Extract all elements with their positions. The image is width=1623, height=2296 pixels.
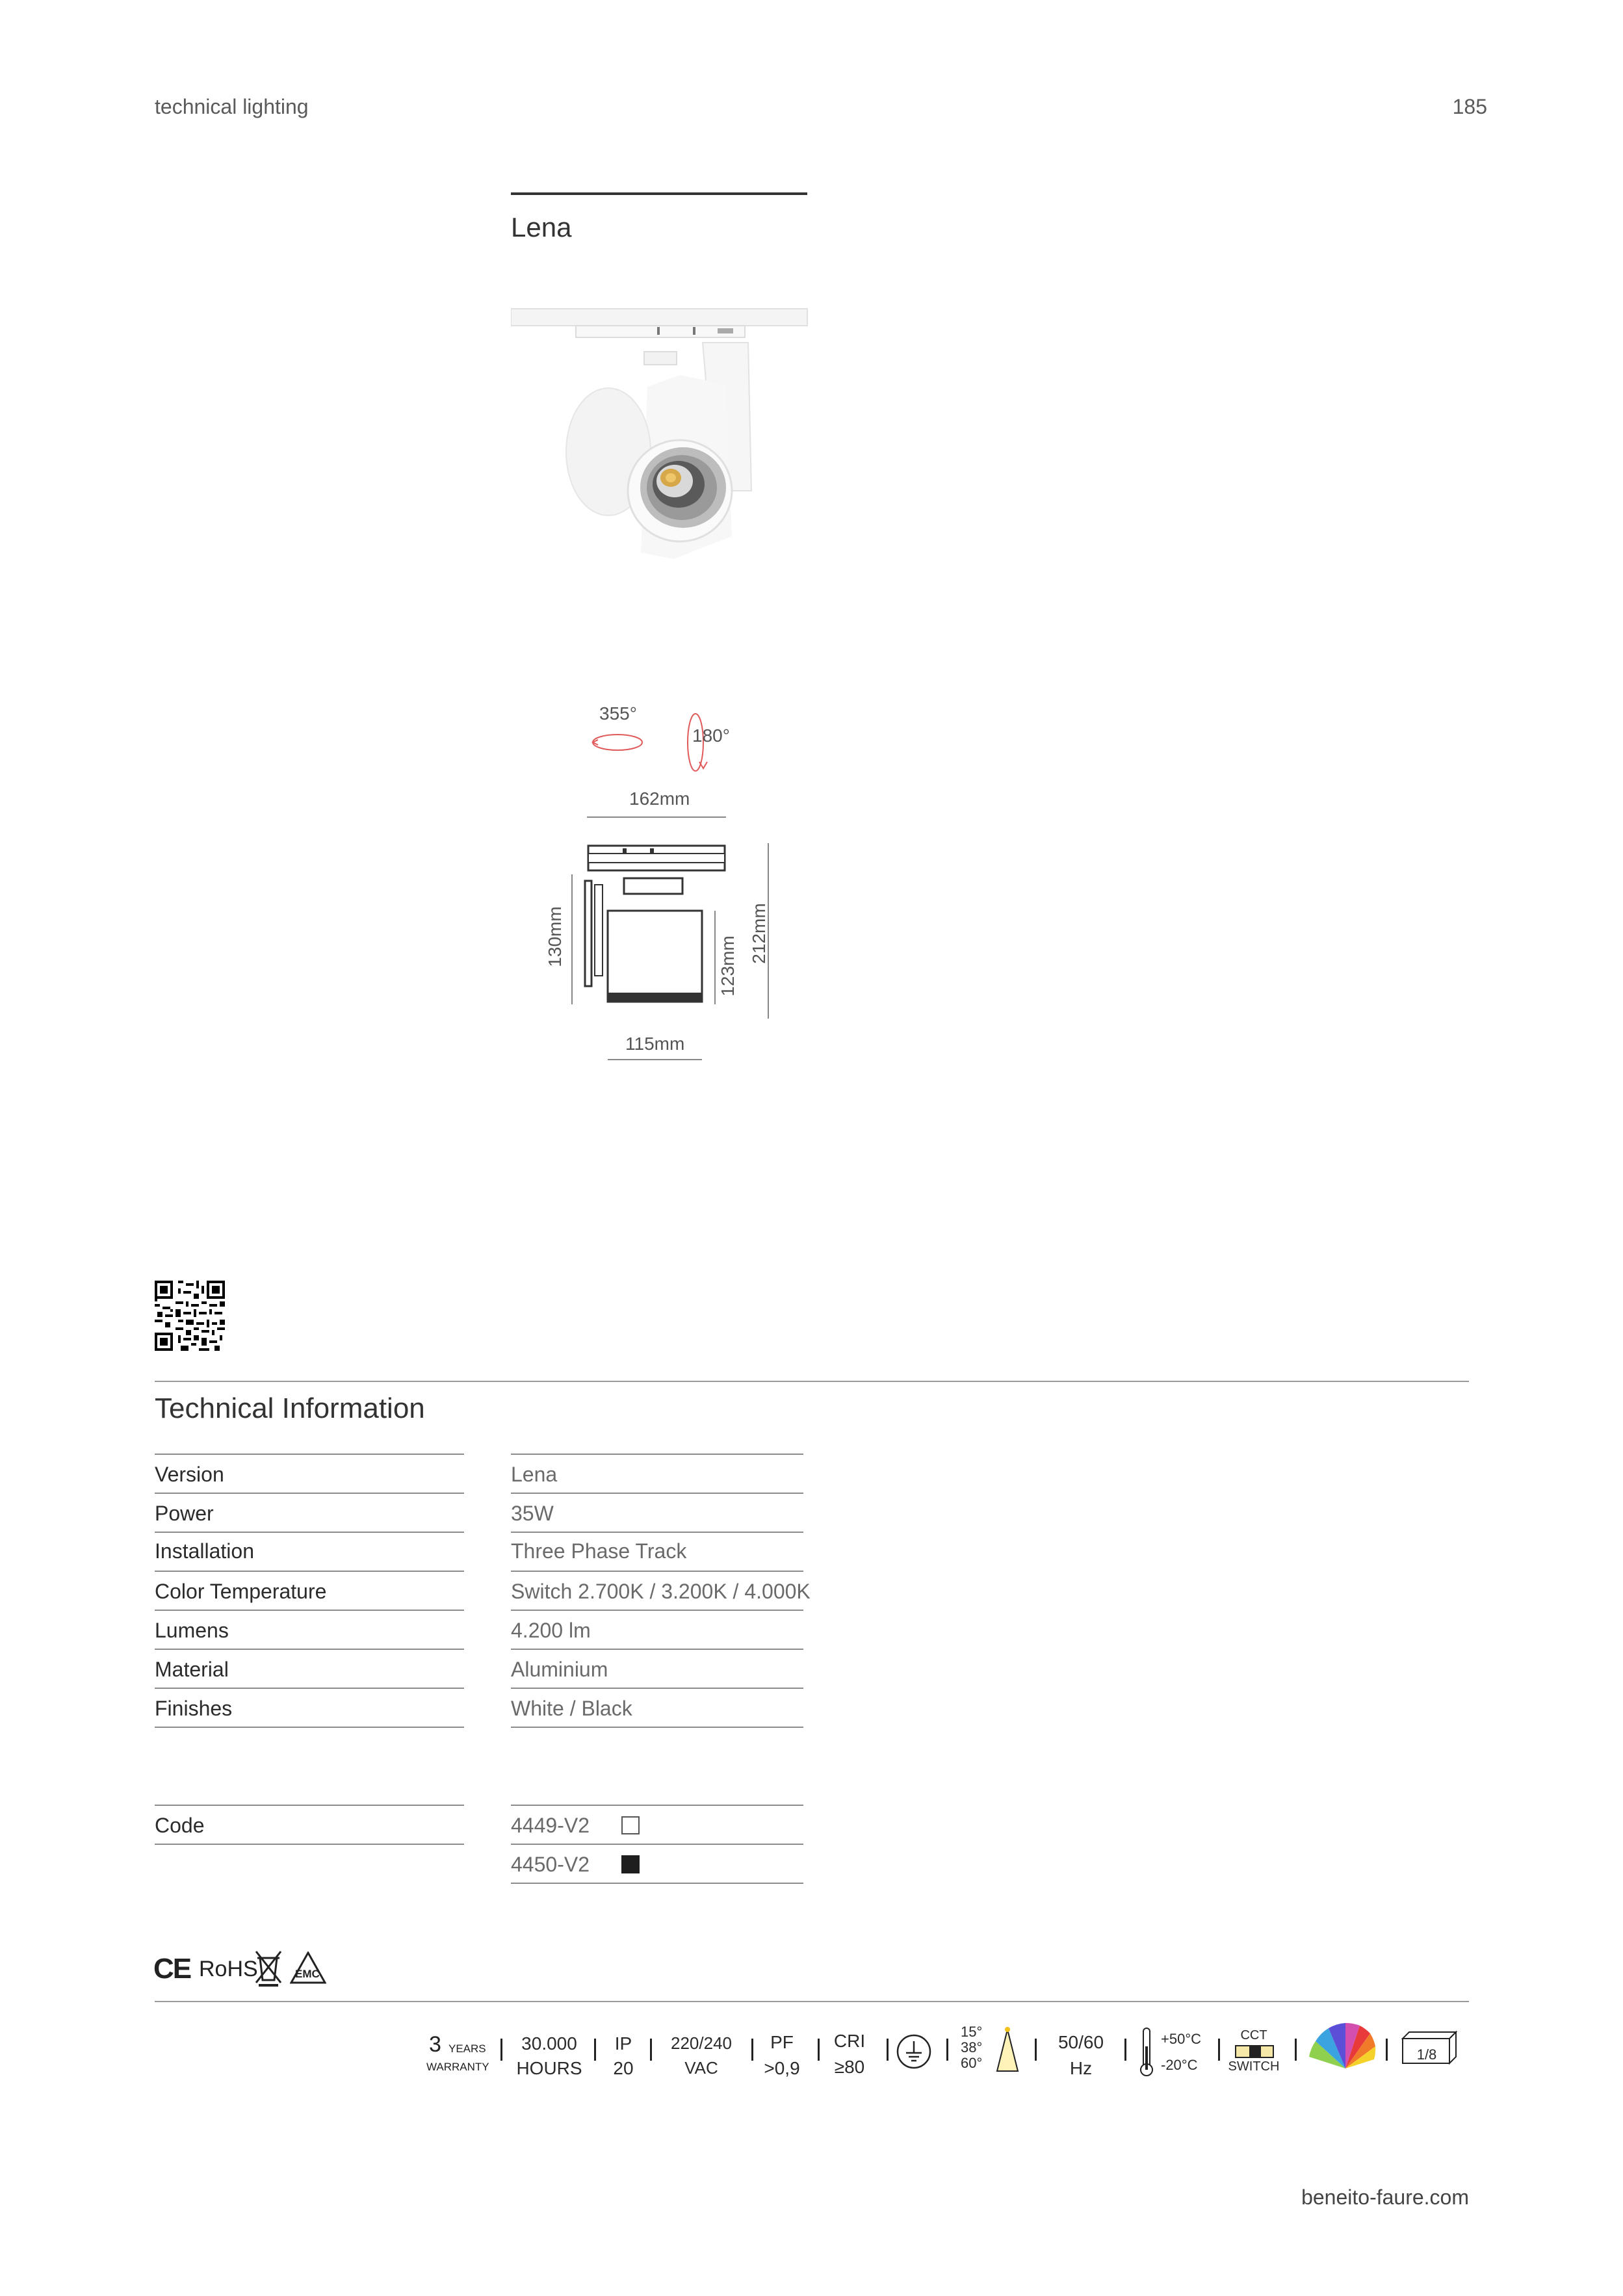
cri-label: CRI — [833, 2031, 866, 2051]
feature-separator — [887, 2039, 889, 2061]
dim-bottom-width: 115mm — [625, 1034, 685, 1054]
spec-value: Lena — [511, 1463, 558, 1486]
product-title: Lena — [511, 212, 572, 242]
table-rule — [155, 1844, 464, 1845]
cri-value: ≥80 — [834, 2057, 865, 2077]
feature-separator — [594, 2039, 596, 2061]
technical-information-title: Technical Information — [155, 1392, 425, 1424]
weee-icon — [253, 1949, 283, 1987]
cct-switch-icon — [1235, 2045, 1274, 2058]
feature-separator — [1386, 2039, 1388, 2061]
power-factor-label: PF — [770, 2032, 794, 2052]
frequency-label: Hz — [1069, 2058, 1093, 2078]
page-number: 185 — [1452, 95, 1487, 118]
code-label: Code — [155, 1814, 205, 1837]
spec-value: White / Black — [511, 1697, 632, 1720]
table-rule — [511, 1610, 803, 1611]
warranty-years: YEARS — [448, 2042, 486, 2055]
ce-mark: CE — [153, 1953, 191, 1985]
feature-separator — [1218, 2039, 1220, 2061]
ip-value: 20 — [613, 2058, 634, 2078]
table-rule — [511, 1649, 803, 1650]
spec-label: Installation — [155, 1539, 254, 1563]
rohs-mark: RoHS — [199, 1957, 258, 1981]
table-rule — [155, 1493, 464, 1494]
product-image — [511, 302, 810, 575]
table-rule — [155, 1688, 464, 1689]
feature-separator — [500, 2039, 502, 2061]
spec-value: Switch 2.700K / 3.200K / 4.000K — [511, 1580, 811, 1603]
table-rule — [511, 1688, 803, 1689]
feature-separator — [1035, 2039, 1037, 2061]
box-quantity: 1/8 — [1416, 2046, 1437, 2063]
temp-min: -20°C — [1161, 2057, 1198, 2073]
rotation-horizontal-label: 355° — [599, 703, 637, 724]
spec-label: Version — [155, 1463, 224, 1486]
product-code: 4449-V2 — [511, 1814, 590, 1837]
feature-separator — [1124, 2039, 1126, 2061]
spec-label: Power — [155, 1502, 214, 1525]
table-rule — [511, 1844, 803, 1845]
dim-top-width: 162mm — [629, 789, 690, 809]
table-rule — [155, 1571, 464, 1572]
table-rule — [511, 1571, 803, 1572]
spec-label: Finishes — [155, 1697, 233, 1720]
section-divider — [155, 1381, 1469, 1382]
website-link[interactable]: beneito-faure.com — [1301, 2185, 1469, 2209]
table-rule — [155, 1805, 464, 1806]
spec-value: Three Phase Track — [511, 1539, 687, 1563]
rotation-vertical-label: 180° — [692, 725, 730, 746]
table-rule — [511, 1454, 803, 1455]
table-rule — [511, 1805, 803, 1806]
product-code: 4450-V2 — [511, 1853, 590, 1876]
spec-label: Material — [155, 1658, 229, 1681]
table-rule — [511, 1883, 803, 1884]
beam-angle-icon — [993, 2026, 1022, 2074]
voltage-label: VAC — [684, 2058, 718, 2078]
dim-total-height: 212mm — [749, 903, 769, 964]
warranty-label: WARRANTY — [426, 2061, 489, 2073]
spec-value: 4.200 lm — [511, 1619, 591, 1642]
white-finish-swatch — [621, 1816, 640, 1834]
temp-max: +50°C — [1161, 2031, 1202, 2047]
thermometer-icon — [1139, 2027, 1154, 2078]
lifetime-hours: 30.000 — [521, 2033, 577, 2054]
ip-label: IP — [614, 2033, 632, 2054]
black-finish-swatch — [621, 1855, 640, 1873]
warranty-number: 3 — [429, 2032, 441, 2057]
beam-angle-1: 15° — [961, 2024, 983, 2040]
emc-mark: EMC — [295, 1968, 320, 1980]
section-title: technical lighting — [155, 95, 309, 118]
beam-angle-3: 60° — [961, 2055, 983, 2071]
dim-body-height: 123mm — [718, 935, 738, 997]
spec-value: 35W — [511, 1502, 554, 1525]
earth-ground-icon — [896, 2033, 932, 2070]
table-rule — [511, 1493, 803, 1494]
table-rule — [155, 1610, 464, 1611]
feature-separator — [751, 2039, 753, 2061]
feature-separator — [1295, 2039, 1297, 2061]
qr-code[interactable] — [155, 1281, 225, 1351]
spec-label: Lumens — [155, 1619, 229, 1642]
title-rule — [511, 192, 807, 195]
lifetime-label: HOURS — [516, 2058, 582, 2078]
table-rule — [511, 1727, 803, 1728]
table-rule — [155, 1649, 464, 1650]
features-divider — [155, 2001, 1469, 2002]
table-rule — [155, 1454, 464, 1455]
feature-separator — [818, 2039, 820, 2061]
dim-left-height: 130mm — [545, 906, 565, 967]
cct-label: CCT — [1240, 2028, 1267, 2042]
spec-value: Aluminium — [511, 1658, 608, 1681]
feature-separator — [650, 2039, 652, 2061]
voltage-value: 220/240 — [671, 2033, 732, 2053]
beam-angle-2: 38° — [961, 2039, 983, 2055]
spec-label: Color Temperature — [155, 1580, 327, 1603]
power-factor-value: >0,9 — [764, 2058, 800, 2078]
feature-separator — [946, 2039, 948, 2061]
cct-switch-label: SWITCH — [1228, 2059, 1280, 2074]
color-fan-icon — [1306, 2019, 1378, 2072]
table-rule — [155, 1727, 464, 1728]
frequency-value: 50/60 — [1058, 2032, 1104, 2052]
